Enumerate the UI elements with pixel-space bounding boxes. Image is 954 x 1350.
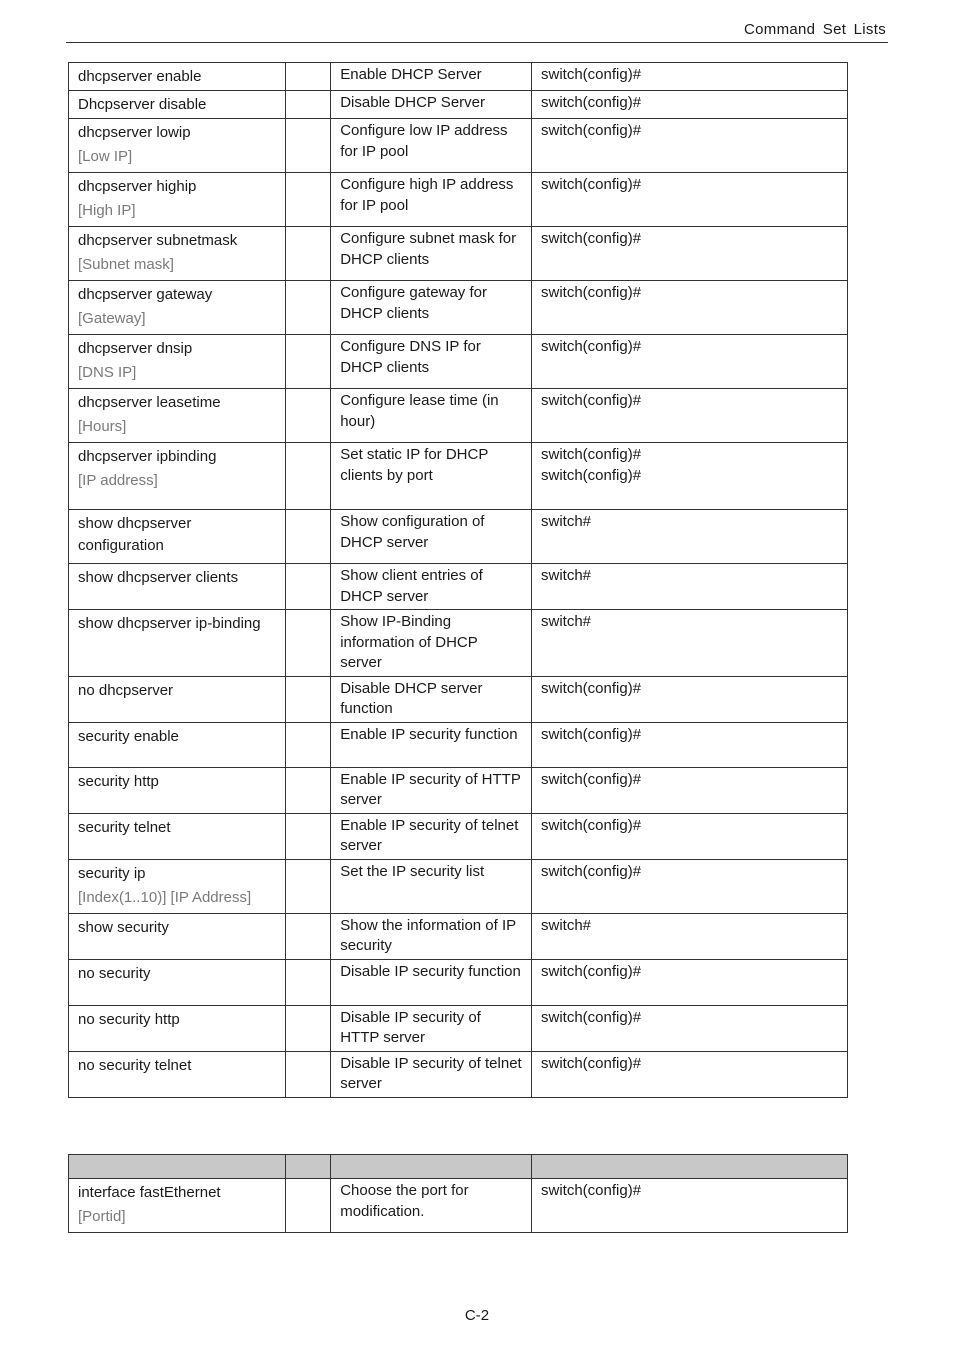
command-cell <box>69 564 286 610</box>
table-row <box>69 767 848 813</box>
command-parameter: [Subnet mask] <box>78 256 174 273</box>
description-cell: Show IP-Binding information of DHCP server <box>331 610 532 677</box>
command-text: interface fastEthernet <box>78 1184 221 1201</box>
table-row <box>69 335 848 389</box>
mode-prompt: switch(config)# <box>541 122 642 139</box>
mode-cell <box>532 564 848 610</box>
command-text: security http <box>78 772 159 790</box>
command-cell <box>69 281 286 335</box>
mode-cell <box>532 510 848 564</box>
table-header-row <box>69 1155 848 1179</box>
description-cell: Configure subnet mask for DHCP clients <box>331 227 532 281</box>
mode-prompt: switch(config)# <box>541 1182 642 1199</box>
mode-prompt: switch(config)# <box>541 284 642 301</box>
mode-prompt: switch(config)# <box>541 679 642 697</box>
description-cell: Enable IP security function <box>331 722 532 767</box>
command-parameter: [Index(1..10)] [IP Address] <box>78 888 252 906</box>
mode-prompt: switch# <box>541 567 592 584</box>
command-text: dhcpserver highip <box>78 178 197 195</box>
mode-prompt: switch(config)# <box>541 816 642 834</box>
command-parameter: [Gateway] <box>78 310 146 327</box>
mode-cell <box>532 813 848 859</box>
command-text: no security <box>78 964 151 982</box>
interface-command-table <box>68 1154 848 1233</box>
command-cell <box>69 676 286 722</box>
table-row <box>69 959 848 1005</box>
empty-cell <box>286 722 331 767</box>
command-cell <box>69 119 286 173</box>
description-cell: Configure DNS IP for DHCP clients <box>331 335 532 389</box>
command-cell <box>69 443 286 510</box>
empty-cell <box>286 91 331 119</box>
table-row <box>69 859 848 913</box>
mode-prompt: switch(config)# <box>541 770 642 788</box>
command-parameter: [Hours] <box>78 418 127 435</box>
mode-cell <box>532 91 848 119</box>
command-parameter: [DNS IP] <box>78 364 137 381</box>
table-row <box>69 1005 848 1051</box>
table-row <box>69 281 848 335</box>
description-cell: Disable IP security of HTTP server <box>331 1005 532 1051</box>
command-cell <box>69 173 286 227</box>
empty-cell <box>286 1179 331 1233</box>
description-cell: Disable DHCP Server <box>331 91 532 119</box>
mode-cell <box>532 913 848 959</box>
command-text: dhcpserver gateway <box>78 286 213 303</box>
command-text: show dhcpserver clients <box>78 569 239 586</box>
command-parameter: [IP address] <box>78 472 158 489</box>
empty-cell <box>286 913 331 959</box>
mode-prompt: switch(config)# <box>541 1054 642 1072</box>
command-text: dhcpserver ipbinding <box>78 448 217 465</box>
command-parameter: [Portid] <box>78 1208 126 1225</box>
table-row <box>69 1051 848 1097</box>
empty-cell <box>286 63 331 91</box>
command-cell <box>69 959 286 1005</box>
command-cell <box>69 722 286 767</box>
mode-prompt: switch(config)# <box>541 230 642 247</box>
table-row <box>69 63 848 91</box>
command-cell <box>69 1051 286 1097</box>
mode-cell <box>532 173 848 227</box>
command-text: show dhcpserver configuration <box>78 515 192 554</box>
command-cell <box>69 610 286 677</box>
command-parameter: [High IP] <box>78 202 136 219</box>
command-text: dhcpserver dnsip <box>78 340 193 357</box>
mode-prompt: switch(config)# <box>541 338 642 355</box>
description-cell: Choose the port for modification. <box>331 1179 532 1233</box>
description-cell: Show client entries of DHCP server <box>331 564 532 610</box>
table-row <box>69 510 848 564</box>
description-cell: Disable IP security of telnet server <box>331 1051 532 1097</box>
table-row <box>69 722 848 767</box>
empty-cell <box>286 1051 331 1097</box>
command-text: Dhcpserver disable <box>78 96 207 113</box>
mode-prompt: switch(config)# <box>541 962 642 980</box>
empty-cell <box>286 510 331 564</box>
table-row <box>69 227 848 281</box>
mode-cell <box>532 767 848 813</box>
mode-cell <box>532 610 848 677</box>
mode-cell <box>532 63 848 91</box>
mode-prompt: switch(config)# <box>541 176 642 193</box>
empty-cell <box>286 676 331 722</box>
mode-cell <box>532 1051 848 1097</box>
empty-cell <box>286 767 331 813</box>
empty-cell <box>286 227 331 281</box>
command-parameter: [Low IP] <box>78 148 133 165</box>
command-text: no security telnet <box>78 1056 192 1074</box>
empty-cell <box>286 389 331 443</box>
command-text: show security <box>78 918 169 936</box>
command-cell <box>69 91 286 119</box>
header-cell <box>331 1155 532 1179</box>
empty-cell <box>286 443 331 510</box>
table-row <box>69 91 848 119</box>
table-row <box>69 610 848 677</box>
description-cell: Disable IP security function <box>331 959 532 1005</box>
command-text: dhcpserver lowip <box>78 124 191 141</box>
header-cell <box>69 1155 286 1179</box>
description-cell: Set the IP security list <box>331 859 532 913</box>
command-cell <box>69 913 286 959</box>
mode-prompt: switch# <box>541 513 592 530</box>
command-cell <box>69 510 286 564</box>
mode-prompt: switch(config)# <box>541 725 642 743</box>
description-cell: Configure lease time (in hour) <box>331 389 532 443</box>
interface-command-table-body <box>69 1155 848 1233</box>
mode-prompt: switch# <box>541 916 592 934</box>
description-cell: Set static IP for DHCP clients by port <box>331 443 532 510</box>
command-table-body <box>69 63 848 1098</box>
command-text: dhcpserver leasetime <box>78 394 221 411</box>
command-text: security ip <box>78 864 146 882</box>
description-cell: Show configuration of DHCP server <box>331 510 532 564</box>
command-text: no security http <box>78 1010 180 1028</box>
command-cell <box>69 859 286 913</box>
mode-cell <box>532 119 848 173</box>
description-cell: Enable IP security of HTTP server <box>331 767 532 813</box>
mode-cell <box>532 389 848 443</box>
command-cell <box>69 335 286 389</box>
table-row <box>69 119 848 173</box>
empty-cell <box>286 335 331 389</box>
mode-prompt: switch# <box>541 613 592 630</box>
header-cell <box>286 1155 331 1179</box>
mode-prompt: switch(config)# <box>541 66 642 83</box>
mode-cell <box>532 335 848 389</box>
command-text: dhcpserver enable <box>78 68 202 85</box>
empty-cell <box>286 281 331 335</box>
empty-cell <box>286 1005 331 1051</box>
command-cell <box>69 767 286 813</box>
description-cell: Show the information of IP security <box>331 913 532 959</box>
description-cell: Disable DHCP server function <box>331 676 532 722</box>
mode-cell <box>532 722 848 767</box>
mode-prompt: switch(config)# <box>541 94 642 111</box>
command-cell <box>69 227 286 281</box>
mode-cell <box>532 1179 848 1233</box>
command-text: no dhcpserver <box>78 681 174 699</box>
command-text: dhcpserver subnetmask <box>78 232 238 249</box>
mode-prompt: switch(config)# <box>541 1008 642 1026</box>
description-cell: Enable IP security of telnet server <box>331 813 532 859</box>
header-cell <box>532 1155 848 1179</box>
mode-cell <box>532 1005 848 1051</box>
description-cell: Configure high IP address for IP pool <box>331 173 532 227</box>
mode-cell <box>532 227 848 281</box>
command-cell <box>69 389 286 443</box>
table-row <box>69 389 848 443</box>
page-header-title: Command Set Lists <box>744 21 886 38</box>
mode-cell <box>532 281 848 335</box>
empty-cell <box>286 173 331 227</box>
page-number: C-2 <box>464 1307 490 1324</box>
command-cell <box>69 1005 286 1051</box>
header-rule <box>66 42 888 43</box>
mode-cell <box>532 676 848 722</box>
table-row <box>69 676 848 722</box>
mode-prompt: switch(config)# <box>541 466 642 484</box>
empty-cell <box>286 813 331 859</box>
mode-cell <box>532 959 848 1005</box>
mode-prompt: switch(config)# <box>541 392 642 409</box>
empty-cell <box>286 119 331 173</box>
mode-prompt: switch(config)# <box>541 446 642 463</box>
description-cell: Enable DHCP Server <box>331 63 532 91</box>
table-row <box>69 813 848 859</box>
command-text: show dhcpserver ip-binding <box>78 615 261 632</box>
empty-cell <box>286 959 331 1005</box>
command-text: security enable <box>78 727 179 745</box>
mode-cell <box>532 859 848 913</box>
table-row <box>69 564 848 610</box>
command-cell <box>69 1179 286 1233</box>
empty-cell <box>286 859 331 913</box>
command-text: security telnet <box>78 818 171 836</box>
command-cell <box>69 63 286 91</box>
table-row <box>69 913 848 959</box>
mode-cell <box>532 443 848 510</box>
description-cell: Configure low IP address for IP pool <box>331 119 532 173</box>
description-cell: Configure gateway for DHCP clients <box>331 281 532 335</box>
empty-cell <box>286 564 331 610</box>
table-row <box>69 1179 848 1233</box>
table-row <box>69 173 848 227</box>
empty-cell <box>286 610 331 677</box>
mode-prompt: switch(config)# <box>541 862 642 880</box>
command-table <box>68 62 848 1098</box>
command-cell <box>69 813 286 859</box>
table-row <box>69 443 848 510</box>
